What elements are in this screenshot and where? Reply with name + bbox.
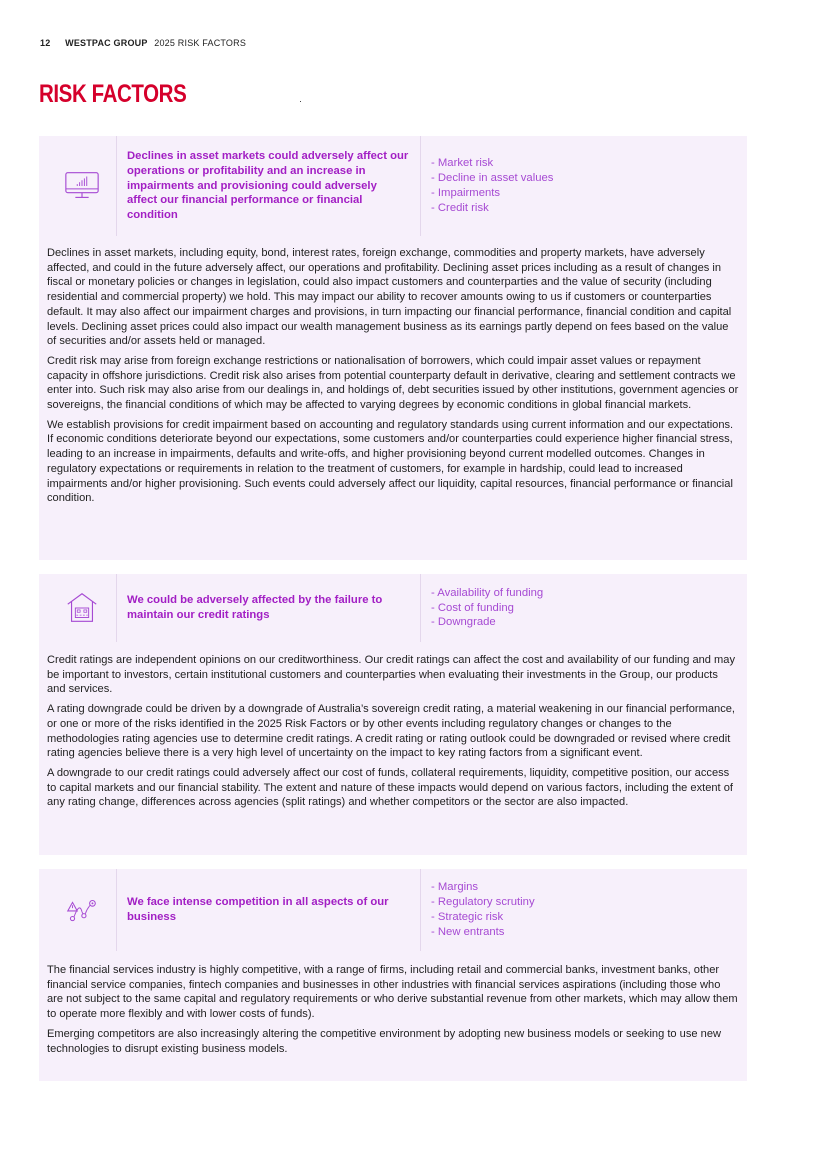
card-body [47,653,739,810]
risk-tag: - Cost of funding [431,601,514,614]
card-title: We could be adversely affected by the failure to maintain our credit ratings [117,574,421,642]
risk-tags [421,869,545,951]
body-paragraph: We establish provisions for credit impairment based on accounting and regulatory standards using current information and our expectations. If economic conditions deteriorate beyond our expectations, some customers and/or counterparties could experience higher financial stress, leading to an increase in impairments, defaults and write-offs, and higher provisioning beyond current modelled outcomes. Changes in regulatory expectations or requirements in relation to the treatment of customers, for example in hardship, could lead to increased impairments and/or higher provisioning. Such events could adversely affect our liquidity, capital resources, financial performance or financial condition. [47,418,734,505]
card-icon-cell [47,136,117,236]
risk-tags [421,136,563,236]
card-icon-cell [47,574,117,642]
risk-card-competition [39,869,747,1081]
risk-tag: - Availability of funding [431,586,544,599]
risk-tag: - Margins [431,881,479,894]
risk-tag: - Impairments [431,187,501,199]
risk-card-asset-markets [39,136,747,560]
card-header [47,869,739,951]
risk-tag: - Strategic risk [431,911,504,923]
competition-network-icon [63,891,101,929]
risk-tags [421,574,553,642]
house-card-icon [63,589,101,627]
page-number: 12 [40,38,51,48]
risk-tag: - New entrants [431,925,505,938]
body-paragraph: Credit risk may arise from foreign exchange restrictions or nationalisation of borrowers, which could impair asset values or repayment capacity in offshore jurisdictions. Credit risk also arises from potential counterparty default in derivative, clearing and settlement contracts we enter into. Such risk may also arise from our dealings in, and holdings of, debt securities issued by other institutions, government agencies or sovereigns, the financial conditions of which may be affected to varying degrees by economic conditions in global financial markets. [47,354,739,412]
card-title: We face intense competition in all aspects of our business [117,869,421,951]
card-body [47,963,739,1056]
risk-tag: - Decline in asset values [431,172,554,185]
document-name: 2025 RISK FACTORS [154,38,247,48]
body-paragraph: A downgrade to our credit ratings could adversely affect our cost of funds, collateral requirements, liquidity, competitive position, our access to capital markets and our financial stability. The extent and nature of these impacts would depend on various factors, including the extent of any rating change, differences across agencies (split ratings) and whether competitors or the sector are also impacted. [47,766,733,809]
risk-card-credit-ratings [39,574,747,855]
card-header [47,136,739,236]
monitor-chart-icon [63,167,101,205]
page-header [40,38,246,48]
stray-dot [300,101,301,102]
risk-tag: - Downgrade [431,616,496,629]
body-paragraph: The financial services industry is highly competitive, with a range of firms, including retail and commercial banks, investment banks, other financial service companies, fintech companies and businesses in other industries with financial services aspirations (including those who are not subject to the same capital and regulatory requirements or who derive substantial revenue from other markets, which may allow them to operate more flexibly and with lower costs of funds). [47,964,738,1021]
card-body [47,246,739,506]
risk-tag: - Regulatory scrutiny [431,896,535,909]
body-paragraph: A rating downgrade could be driven by a downgrade of Australia’s sovereign credit rating, a material weakening in our financial performance, or one or more of the risks identified in the 2025 Risk Factors or by other events including regulatory changes or changes to the methodologies rating agencies use to determine credit ratings. A credit rating or rating outlook could be downgraded or revised where credit rating agencies believe there is a very high level of uncertainty on the impact to key rating factors from a significant event. [47,703,736,760]
body-paragraph: Declines in asset markets, including equity, bond, interest rates, foreign exchange, commodities and property markets, have adversely affected, and could in the future adversely affect, our operations and profitability. Declining asset prices including as a result of changes in fiscal or monetary policies or changes in legislation, could also impact customers and counterparties and the value of security (including residential and commercial property) we hold. This may impact our ability to recover amounts owing to us if customers or counterparties default. It may also affect our impairment charges and provisions, in turn impacting our financial performance, financial condition and capital levels. Declining asset prices could also impact our wealth management business as its earnings partly depend on fees based on the value of securities and/or assets held or managed. [47,247,732,348]
page-title: RISK FACTORS [39,80,187,108]
card-title: Declines in asset markets could adversely affect our operations or profitability and an increase in impairments and provisioning could adversely affect our financial performance or financial condition [117,136,421,236]
card-header [47,574,739,642]
risk-tag: - Credit risk [431,201,489,214]
body-paragraph: Credit ratings are independent opinions on our creditworthiness. Our credit ratings can affect the cost and availability of our funding and may be important to investors, certain institutional customers and counterparties when evaluating their investments in the Group, our products and services. [47,654,736,696]
card-icon-cell [47,869,117,951]
body-paragraph: Emerging competitors are also increasingly altering the competitive environment by adopting new business models or seeking to use new technologies to disrupt existing business models. [47,1027,721,1055]
risk-tag: - Market risk [431,157,494,170]
brand-name: WESTPAC GROUP [65,38,148,48]
